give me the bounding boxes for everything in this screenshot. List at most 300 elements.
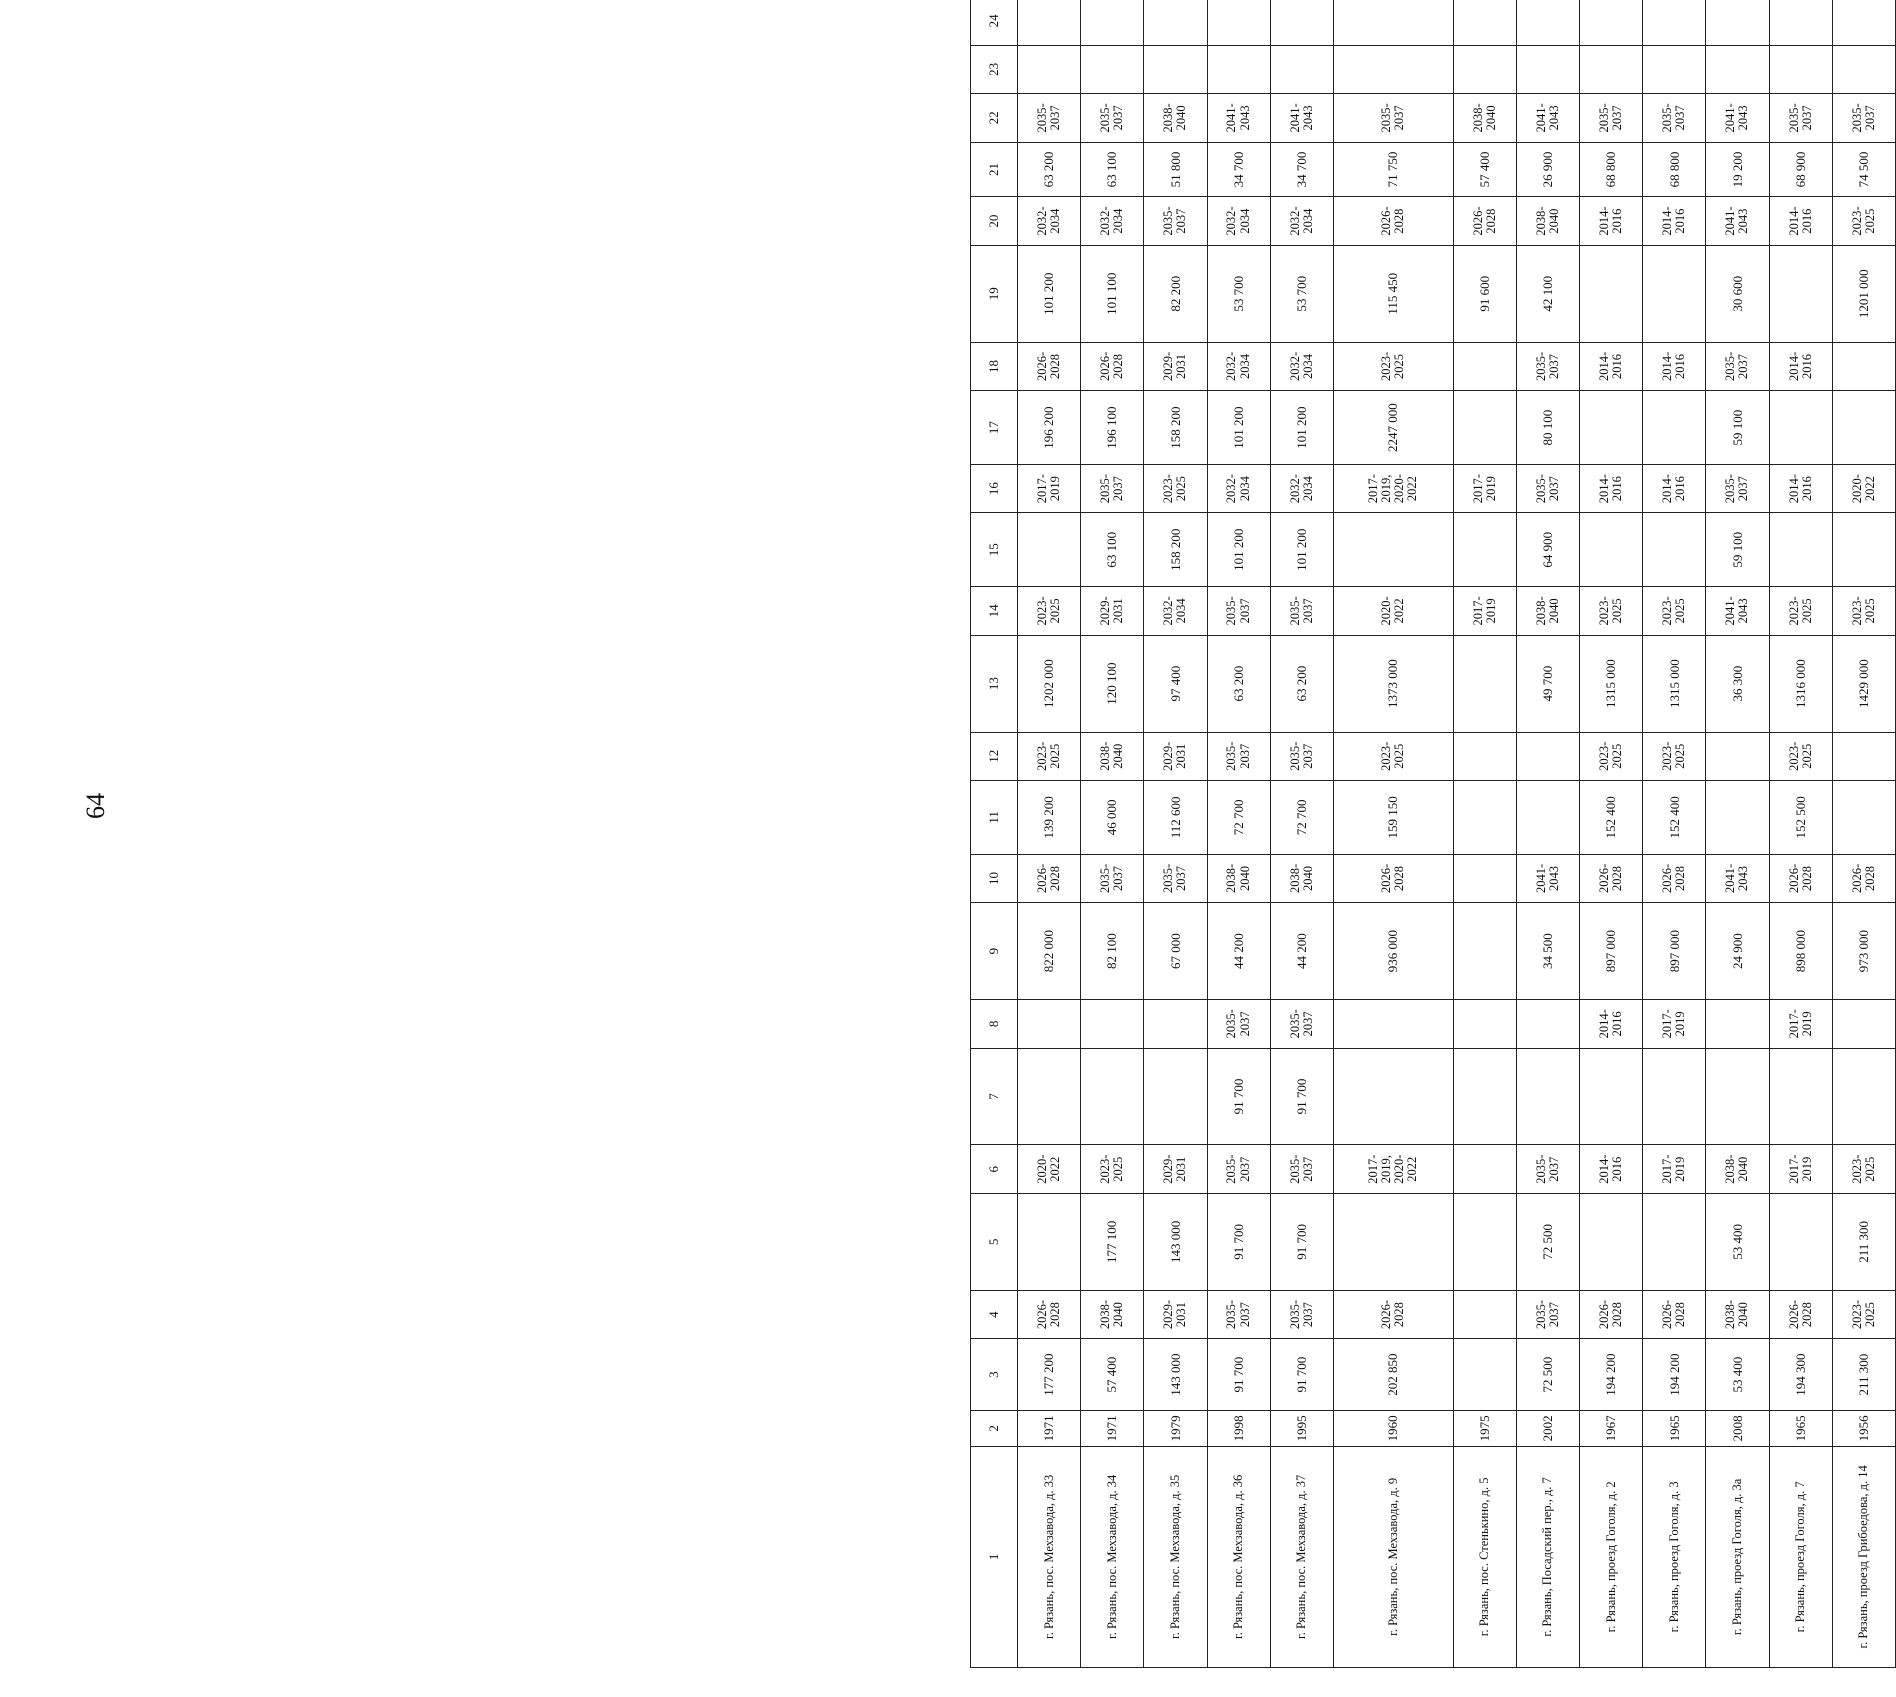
year-cell: 1967	[1580, 1410, 1643, 1446]
year-cell: 1971	[1018, 1410, 1081, 1446]
period-cell: 2035- 2037	[1144, 854, 1207, 902]
period-cell: 2035- 2037	[1706, 464, 1769, 512]
period-cell	[1516, 0, 1579, 45]
cost-cell: 1429 000	[1832, 635, 1895, 732]
cost-cell	[1769, 45, 1832, 93]
cost-cell	[1769, 1193, 1832, 1290]
cost-cell	[1643, 45, 1706, 93]
address-cell: г. Рязань, проезд Гоголя, д. 7	[1769, 1446, 1832, 1667]
column-number-row	[971, 0, 1018, 1668]
cost-cell	[1769, 391, 1832, 465]
cost-cell: 1201 000	[1832, 245, 1895, 342]
cost-cell	[1333, 513, 1453, 587]
period-cell: 2026- 2028	[1580, 854, 1643, 902]
period-cell: 2023- 2025	[1832, 587, 1895, 635]
year-cell: 1975	[1453, 1410, 1516, 1446]
year-cell: 1965	[1769, 1410, 1832, 1446]
period-cell: 2026- 2028	[1333, 197, 1453, 245]
cost-cell: 36 300	[1706, 635, 1769, 732]
period-cell	[1832, 0, 1895, 45]
cost-cell: 177 100	[1081, 1193, 1144, 1290]
period-cell	[1453, 0, 1516, 45]
address-cell: г. Рязань, пос. Мехзавода, д. 9	[1333, 1446, 1453, 1667]
period-cell: 2038- 2040	[1207, 854, 1270, 902]
period-cell: 2026- 2028	[1769, 1290, 1832, 1338]
column-number-24: 24	[971, 0, 1018, 45]
period-cell: 2035- 2037	[1207, 587, 1270, 635]
cost-cell	[1832, 391, 1895, 465]
cost-cell	[1333, 1193, 1453, 1290]
cost-cell: 211 300	[1832, 1193, 1895, 1290]
table-row	[1207, 0, 1270, 1668]
period-cell: 2038- 2040	[1516, 587, 1579, 635]
address-cell: г. Рязань, пос. Стенькино, д. 5	[1453, 1446, 1516, 1667]
period-cell: 2035- 2037	[1207, 732, 1270, 780]
cost-cell: 152 400	[1643, 780, 1706, 854]
cost-cell	[1516, 1048, 1579, 1145]
period-cell: 2014- 2016	[1580, 464, 1643, 512]
cost-cell	[1453, 1048, 1516, 1145]
cost-cell: 74 500	[1832, 142, 1895, 197]
table-row	[1144, 0, 1207, 1668]
table-row	[1018, 0, 1081, 1668]
period-cell: 2023- 2025	[1018, 732, 1081, 780]
cost-cell	[1270, 45, 1333, 93]
period-cell: 2035- 2037	[1144, 197, 1207, 245]
cost-cell: 194 200	[1643, 1339, 1706, 1411]
period-cell: 2014- 2016	[1580, 1145, 1643, 1193]
period-cell: 2023- 2025	[1832, 1290, 1895, 1338]
cost-cell: 139 200	[1018, 780, 1081, 854]
period-cell: 2032- 2034	[1144, 587, 1207, 635]
cost-cell: 177 200	[1018, 1339, 1081, 1411]
period-cell: 2017- 2019	[1018, 464, 1081, 512]
period-cell: 2038- 2040	[1081, 1290, 1144, 1338]
cost-cell: 67 000	[1144, 903, 1207, 1000]
period-cell	[1453, 1145, 1516, 1193]
column-number-23: 23	[971, 45, 1018, 93]
cost-cell: 2247 000	[1333, 391, 1453, 465]
period-cell: 2017- 2019	[1453, 587, 1516, 635]
cost-cell	[1453, 1193, 1516, 1290]
cost-cell: 63 200	[1207, 635, 1270, 732]
cost-cell: 57 400	[1453, 142, 1516, 197]
period-cell: 2032- 2034	[1270, 342, 1333, 390]
period-cell: 2038- 2040	[1270, 854, 1333, 902]
cost-cell	[1643, 391, 1706, 465]
cost-cell	[1706, 1048, 1769, 1145]
period-cell: 2035- 2037	[1018, 94, 1081, 142]
table-row	[1453, 0, 1516, 1668]
table-row	[1643, 0, 1706, 1668]
period-cell: 2023- 2025	[1580, 587, 1643, 635]
period-cell: 2035- 2037	[1081, 464, 1144, 512]
period-cell	[1706, 732, 1769, 780]
cost-cell	[1516, 45, 1579, 93]
column-number-1: 1	[971, 1446, 1018, 1667]
cost-cell: 68 900	[1769, 142, 1832, 197]
cost-cell	[1706, 45, 1769, 93]
period-cell: 2026- 2028	[1333, 1290, 1453, 1338]
cost-cell	[1081, 1048, 1144, 1145]
column-number-19: 19	[971, 245, 1018, 342]
cost-cell: 1373 000	[1333, 635, 1453, 732]
cost-cell: 897 000	[1580, 903, 1643, 1000]
period-cell	[1453, 854, 1516, 902]
year-cell: 1979	[1144, 1410, 1207, 1446]
cost-cell	[1453, 635, 1516, 732]
period-cell: 2035- 2037	[1580, 94, 1643, 142]
cost-cell: 34 700	[1270, 142, 1333, 197]
column-number-5: 5	[971, 1193, 1018, 1290]
period-cell: 2035- 2037	[1270, 1290, 1333, 1338]
cost-cell	[1081, 45, 1144, 93]
period-cell: 2026- 2028	[1769, 854, 1832, 902]
address-cell: г. Рязань, пос. Мехзавода, д. 36	[1207, 1446, 1270, 1667]
period-cell: 2035- 2037	[1333, 94, 1453, 142]
year-cell: 1998	[1207, 1410, 1270, 1446]
period-cell: 2026- 2028	[1643, 1290, 1706, 1338]
table-row	[1706, 0, 1769, 1668]
period-cell: 2035- 2037	[1832, 94, 1895, 142]
period-cell: 2014- 2016	[1580, 197, 1643, 245]
period-cell	[1081, 1000, 1144, 1048]
cost-cell: 97 400	[1144, 635, 1207, 732]
year-cell: 1960	[1333, 1410, 1453, 1446]
column-number-4: 4	[971, 1290, 1018, 1338]
cost-cell: 101 200	[1018, 245, 1081, 342]
period-cell: 2041- 2043	[1516, 94, 1579, 142]
cost-cell: 898 000	[1769, 903, 1832, 1000]
cost-cell: 82 100	[1081, 903, 1144, 1000]
address-cell: г. Рязань, Посадский пер., д. 7	[1516, 1446, 1579, 1667]
cost-cell: 42 100	[1516, 245, 1579, 342]
period-cell: 2026- 2028	[1333, 854, 1453, 902]
cost-cell	[1453, 780, 1516, 854]
period-cell: 2032- 2034	[1207, 464, 1270, 512]
table-row	[1081, 0, 1144, 1668]
period-cell: 2023- 2025	[1580, 732, 1643, 780]
cost-cell	[1832, 780, 1895, 854]
period-cell	[1453, 342, 1516, 390]
cost-cell: 112 600	[1144, 780, 1207, 854]
cost-cell	[1144, 45, 1207, 93]
period-cell: 2026- 2028	[1643, 854, 1706, 902]
period-cell: 2026- 2028	[1018, 1290, 1081, 1338]
period-cell: 2038- 2040	[1706, 1290, 1769, 1338]
cost-cell: 158 200	[1144, 391, 1207, 465]
cost-cell	[1580, 1048, 1643, 1145]
period-cell	[1706, 0, 1769, 45]
year-cell: 1971	[1081, 1410, 1144, 1446]
period-cell: 2026- 2028	[1580, 1290, 1643, 1338]
period-cell: 2035- 2037	[1270, 587, 1333, 635]
cost-cell: 49 700	[1516, 635, 1579, 732]
cost-cell	[1018, 1048, 1081, 1145]
period-cell: 2026- 2028	[1832, 854, 1895, 902]
period-cell	[1453, 732, 1516, 780]
cost-cell: 202 850	[1333, 1339, 1453, 1411]
cost-cell: 63 200	[1018, 142, 1081, 197]
cost-cell	[1453, 513, 1516, 587]
address-cell: г. Рязань, пос. Мехзавода, д. 35	[1144, 1446, 1207, 1667]
cost-cell	[1832, 45, 1895, 93]
period-cell: 2014- 2016	[1769, 197, 1832, 245]
cost-cell: 211 300	[1832, 1339, 1895, 1411]
column-number-6: 6	[971, 1145, 1018, 1193]
cost-cell	[1832, 513, 1895, 587]
cost-cell	[1580, 1193, 1643, 1290]
period-cell	[1516, 732, 1579, 780]
period-cell: 2026- 2028	[1081, 342, 1144, 390]
cost-cell	[1453, 391, 1516, 465]
page-number: 64	[81, 793, 110, 819]
cost-cell: 91 700	[1270, 1339, 1333, 1411]
period-cell	[1453, 1000, 1516, 1048]
year-cell: 2008	[1706, 1410, 1769, 1446]
period-cell: 2038- 2040	[1706, 1145, 1769, 1193]
table-row	[1270, 0, 1333, 1668]
cost-cell	[1333, 1048, 1453, 1145]
cost-cell: 91 700	[1207, 1048, 1270, 1145]
column-number-3: 3	[971, 1339, 1018, 1411]
period-cell: 2032- 2034	[1081, 197, 1144, 245]
cost-cell	[1580, 245, 1643, 342]
period-cell: 2020- 2022	[1333, 587, 1453, 635]
cost-cell	[1144, 1048, 1207, 1145]
cost-cell: 72 700	[1207, 780, 1270, 854]
cost-cell: 53 700	[1207, 245, 1270, 342]
column-number-2: 2	[971, 1410, 1018, 1446]
cost-cell	[1580, 391, 1643, 465]
address-cell: г. Рязань, пос. Мехзавода, д. 33	[1018, 1446, 1081, 1667]
period-cell	[1769, 0, 1832, 45]
address-cell: г. Рязань, проезд Гоголя, д. 3	[1643, 1446, 1706, 1667]
period-cell: 2035- 2037	[1516, 342, 1579, 390]
cost-cell: 936 000	[1333, 903, 1453, 1000]
column-number-12: 12	[971, 732, 1018, 780]
period-cell: 2035- 2037	[1270, 732, 1333, 780]
year-cell: 2002	[1516, 1410, 1579, 1446]
period-cell: 2020- 2022	[1832, 464, 1895, 512]
cost-cell: 152 500	[1769, 780, 1832, 854]
cost-cell: 152 400	[1580, 780, 1643, 854]
cost-cell: 91 700	[1207, 1339, 1270, 1411]
cost-cell: 101 200	[1270, 391, 1333, 465]
period-cell	[1018, 0, 1081, 45]
period-cell: 2041- 2043	[1706, 854, 1769, 902]
period-cell: 2035- 2037	[1769, 94, 1832, 142]
cost-cell: 72 500	[1516, 1339, 1579, 1411]
period-cell: 2023- 2025	[1144, 464, 1207, 512]
address-cell: г. Рязань, пос. Мехзавода, д. 34	[1081, 1446, 1144, 1667]
period-cell: 2014- 2016	[1643, 464, 1706, 512]
period-cell: 2029- 2031	[1081, 587, 1144, 635]
table-body	[1018, 0, 1896, 1668]
cost-cell: 68 800	[1580, 142, 1643, 197]
period-cell: 2035- 2037	[1270, 1000, 1333, 1048]
period-cell	[1144, 0, 1207, 45]
period-cell: 2023- 2025	[1081, 1145, 1144, 1193]
period-cell: 2035- 2037	[1516, 1290, 1579, 1338]
cost-cell: 143 000	[1144, 1193, 1207, 1290]
period-cell: 2032- 2034	[1207, 342, 1270, 390]
period-cell: 2020- 2022	[1018, 1145, 1081, 1193]
period-cell: 2023- 2025	[1769, 732, 1832, 780]
address-cell: г. Рязань, проезд Гоголя, д. 3а	[1706, 1446, 1769, 1667]
cost-cell	[1018, 1193, 1081, 1290]
column-number-16: 16	[971, 464, 1018, 512]
address-cell: г. Рязань, проезд Грибоедова, д. 14	[1832, 1446, 1895, 1667]
table-row	[1832, 0, 1895, 1668]
cost-cell: 34 700	[1207, 142, 1270, 197]
period-cell: 2032- 2034	[1270, 464, 1333, 512]
period-cell: 2014- 2016	[1580, 1000, 1643, 1048]
period-cell	[1207, 0, 1270, 45]
period-cell: 2035- 2037	[1270, 1145, 1333, 1193]
period-cell	[1453, 1290, 1516, 1338]
cost-cell: 1202 000	[1018, 635, 1081, 732]
period-cell: 2017- 2019	[1769, 1000, 1832, 1048]
period-cell	[1832, 732, 1895, 780]
cost-cell: 71 750	[1333, 142, 1453, 197]
period-cell: 2023- 2025	[1333, 732, 1453, 780]
column-number-15: 15	[971, 513, 1018, 587]
period-cell: 2041- 2043	[1706, 197, 1769, 245]
cost-cell	[1453, 1339, 1516, 1411]
period-cell: 2026- 2028	[1453, 197, 1516, 245]
cost-cell: 44 200	[1207, 903, 1270, 1000]
period-cell	[1018, 1000, 1081, 1048]
cost-cell: 101 100	[1081, 245, 1144, 342]
cost-cell: 101 200	[1207, 391, 1270, 465]
period-cell: 2032- 2034	[1018, 197, 1081, 245]
column-number-17: 17	[971, 391, 1018, 465]
cost-cell	[1643, 245, 1706, 342]
cost-cell: 91 700	[1207, 1193, 1270, 1290]
period-cell: 2035- 2037	[1081, 94, 1144, 142]
cost-cell	[1580, 513, 1643, 587]
cost-cell	[1018, 513, 1081, 587]
period-cell: 2032- 2034	[1270, 197, 1333, 245]
period-cell	[1333, 1000, 1453, 1048]
cost-cell: 63 100	[1081, 142, 1144, 197]
period-cell: 2017- 2019	[1769, 1145, 1832, 1193]
cost-cell	[1516, 780, 1579, 854]
cost-cell	[1643, 1048, 1706, 1145]
period-cell: 2014- 2016	[1643, 342, 1706, 390]
period-cell: 2014- 2016	[1643, 197, 1706, 245]
address-cell: г. Рязань, пос. Мехзавода, д. 37	[1270, 1446, 1333, 1667]
period-cell: 2035- 2037	[1516, 464, 1579, 512]
column-number-9: 9	[971, 903, 1018, 1000]
cost-cell: 91 700	[1270, 1193, 1333, 1290]
period-cell: 2032- 2034	[1207, 197, 1270, 245]
cost-cell: 82 200	[1144, 245, 1207, 342]
cost-cell: 1315 000	[1580, 635, 1643, 732]
cost-cell: 196 200	[1018, 391, 1081, 465]
cost-cell	[1769, 245, 1832, 342]
period-cell: 2038- 2040	[1453, 94, 1516, 142]
column-number-21: 21	[971, 142, 1018, 197]
period-cell: 2041- 2043	[1706, 587, 1769, 635]
cost-cell: 143 000	[1144, 1339, 1207, 1411]
cost-cell	[1580, 45, 1643, 93]
period-cell: 2026- 2028	[1018, 342, 1081, 390]
address-cell: г. Рязань, проезд Гоголя, д. 2	[1580, 1446, 1643, 1667]
period-cell: 2014- 2016	[1769, 464, 1832, 512]
period-cell: 2023- 2025	[1643, 732, 1706, 780]
cost-cell: 101 200	[1270, 513, 1333, 587]
cost-cell	[1643, 513, 1706, 587]
cost-cell: 115 450	[1333, 245, 1453, 342]
period-cell	[1081, 0, 1144, 45]
cost-cell: 59 100	[1706, 391, 1769, 465]
cost-cell: 72 500	[1516, 1193, 1579, 1290]
cost-cell: 63 100	[1081, 513, 1144, 587]
period-cell	[1144, 1000, 1207, 1048]
column-number-13: 13	[971, 635, 1018, 732]
period-cell: 2023- 2025	[1333, 342, 1453, 390]
cost-cell	[1333, 45, 1453, 93]
column-number-8: 8	[971, 1000, 1018, 1048]
cost-cell: 30 600	[1706, 245, 1769, 342]
column-number-20: 20	[971, 197, 1018, 245]
period-cell: 2023- 2025	[1769, 587, 1832, 635]
period-cell: 2041- 2043	[1516, 854, 1579, 902]
period-cell	[1832, 1000, 1895, 1048]
cost-cell	[1769, 513, 1832, 587]
cost-cell	[1207, 45, 1270, 93]
cost-cell: 53 400	[1706, 1339, 1769, 1411]
cost-cell: 1316 000	[1769, 635, 1832, 732]
column-number-7: 7	[971, 1048, 1018, 1145]
cost-cell: 196 100	[1081, 391, 1144, 465]
period-cell: 2041- 2043	[1706, 94, 1769, 142]
cost-cell: 1315 000	[1643, 635, 1706, 732]
period-cell: 2023- 2025	[1643, 587, 1706, 635]
column-number-18: 18	[971, 342, 1018, 390]
cost-cell: 194 300	[1769, 1339, 1832, 1411]
cost-cell: 34 500	[1516, 903, 1579, 1000]
cost-cell: 19 200	[1706, 142, 1769, 197]
year-cell: 1965	[1643, 1410, 1706, 1446]
cost-cell: 72 700	[1270, 780, 1333, 854]
period-cell: 2029- 2031	[1144, 732, 1207, 780]
period-cell: 2035- 2037	[1081, 854, 1144, 902]
cost-cell: 91 700	[1270, 1048, 1333, 1145]
period-cell	[1333, 0, 1453, 45]
period-cell: 2038- 2040	[1081, 732, 1144, 780]
cost-cell	[1832, 1048, 1895, 1145]
column-number-22: 22	[971, 94, 1018, 142]
period-cell: 2041- 2043	[1207, 94, 1270, 142]
repair-schedule-table	[970, 0, 1896, 1668]
cost-cell: 897 000	[1643, 903, 1706, 1000]
period-cell	[1832, 342, 1895, 390]
year-cell: 1956	[1832, 1410, 1895, 1446]
period-cell: 2017- 2019	[1453, 464, 1516, 512]
period-cell: 2041- 2043	[1270, 94, 1333, 142]
period-cell: 2017- 2019	[1643, 1145, 1706, 1193]
cost-cell: 91 600	[1453, 245, 1516, 342]
period-cell: 2029- 2031	[1144, 1145, 1207, 1193]
cost-cell: 24 900	[1706, 903, 1769, 1000]
period-cell: 2035- 2037	[1516, 1145, 1579, 1193]
cost-cell: 822 000	[1018, 903, 1081, 1000]
cost-cell: 68 800	[1643, 142, 1706, 197]
cost-cell: 64 900	[1516, 513, 1579, 587]
